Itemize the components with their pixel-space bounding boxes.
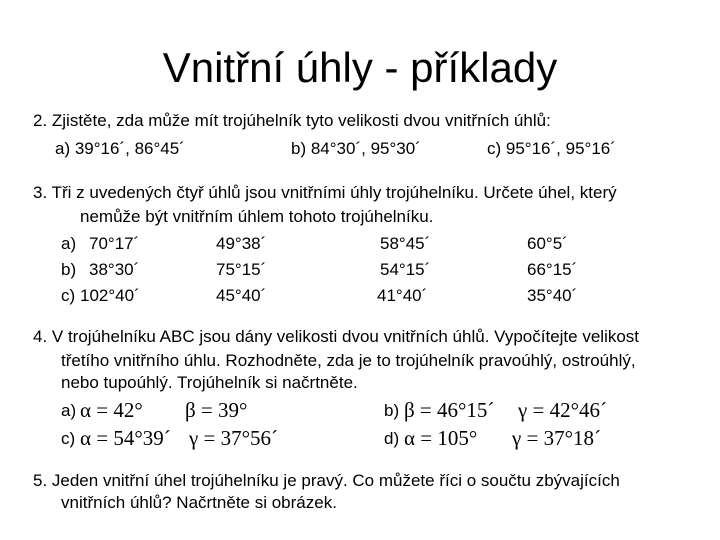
- page-title: Vnitřní úhly - příklady: [162, 44, 558, 91]
- q3-row-c-label: c): [61, 286, 76, 305]
- q3-row-c-angle1: 102°40´: [80, 286, 140, 305]
- q4-a-alpha: α = 42°: [80, 398, 143, 422]
- q4-d-alpha: α = 105°: [404, 426, 478, 450]
- q3-row-b-angle3: 54°15´: [380, 260, 431, 279]
- q3-row-b-label: b): [61, 260, 77, 279]
- q5-line2: vnitřních úhlů? Načrtněte si obrázek.: [61, 493, 337, 512]
- q3-row-a-angle3: 58°45´: [380, 234, 431, 253]
- q2-text: 2. Zjistěte, zda může mít trojúhelník tyto velikosti dvou vnitřních úhlů:: [33, 111, 551, 130]
- q2-option-a: a) 39°16´, 86°45´: [55, 139, 185, 158]
- q3-row-a-label: a): [61, 234, 77, 253]
- q4-b-gamma: γ = 42°46´: [518, 398, 608, 422]
- q3-line2: nemůže být vnitřním úhlem tohoto trojúhelníku.: [80, 207, 434, 226]
- q4-b-beta: β = 46°15´: [404, 398, 495, 422]
- q5-line1: 5. Jeden vnitřní úhel trojúhelníku je pravý. Co můžete říci o součtu zbývajících: [33, 471, 620, 490]
- q3-row-a-angle1: 70°17´: [89, 234, 140, 253]
- q3-row-c-angle3: 41°40´: [377, 286, 428, 305]
- q3-row-a-angle2: 49°38´: [216, 234, 267, 253]
- q4-c-label: c): [61, 429, 76, 448]
- q3-row-b-angle1: 38°30´: [89, 260, 140, 279]
- q3-row-a-angle4: 60°5´: [527, 234, 568, 253]
- q2-option-b: b) 84°30´, 95°30´: [291, 139, 421, 158]
- q4-line2: třetího vnitřního úhlu. Rozhodněte, zda je to trojúhelník pravoúhlý, ostroúhlý,: [61, 351, 636, 370]
- q3-row-b-angle4: 66°15´: [527, 260, 578, 279]
- q3-row-c-angle2: 45°40´: [216, 286, 267, 305]
- q4-b-label: b): [384, 401, 400, 420]
- q3-row-c-angle4: 35°40´: [527, 286, 578, 305]
- q2-option-c: c) 95°16´, 95°16´: [487, 139, 616, 158]
- q3-line1: 3. Tři z uvedených čtyř úhlů jsou vnitřními úhly trojúhelníku. Určete úhel, který: [33, 183, 617, 202]
- q4-a-beta: β = 39°: [185, 398, 248, 422]
- q4-a-label: a): [61, 401, 77, 420]
- q3-row-b-angle2: 75°15´: [216, 260, 267, 279]
- q4-d-label: d): [384, 429, 400, 448]
- q4-c-gamma: γ = 37°56´: [189, 426, 279, 450]
- q4-c-alpha: α = 54°39´: [80, 426, 171, 450]
- q4-line3: nebo tupoúhlý. Trojúhelník si načrtněte.: [61, 373, 358, 392]
- q4-d-gamma: γ = 37°18´: [512, 426, 602, 450]
- q4-line1: 4. V trojúhelníku ABC jsou dány velikosti dvou vnitřních úhlů. Vypočítejte velikost: [33, 327, 640, 346]
